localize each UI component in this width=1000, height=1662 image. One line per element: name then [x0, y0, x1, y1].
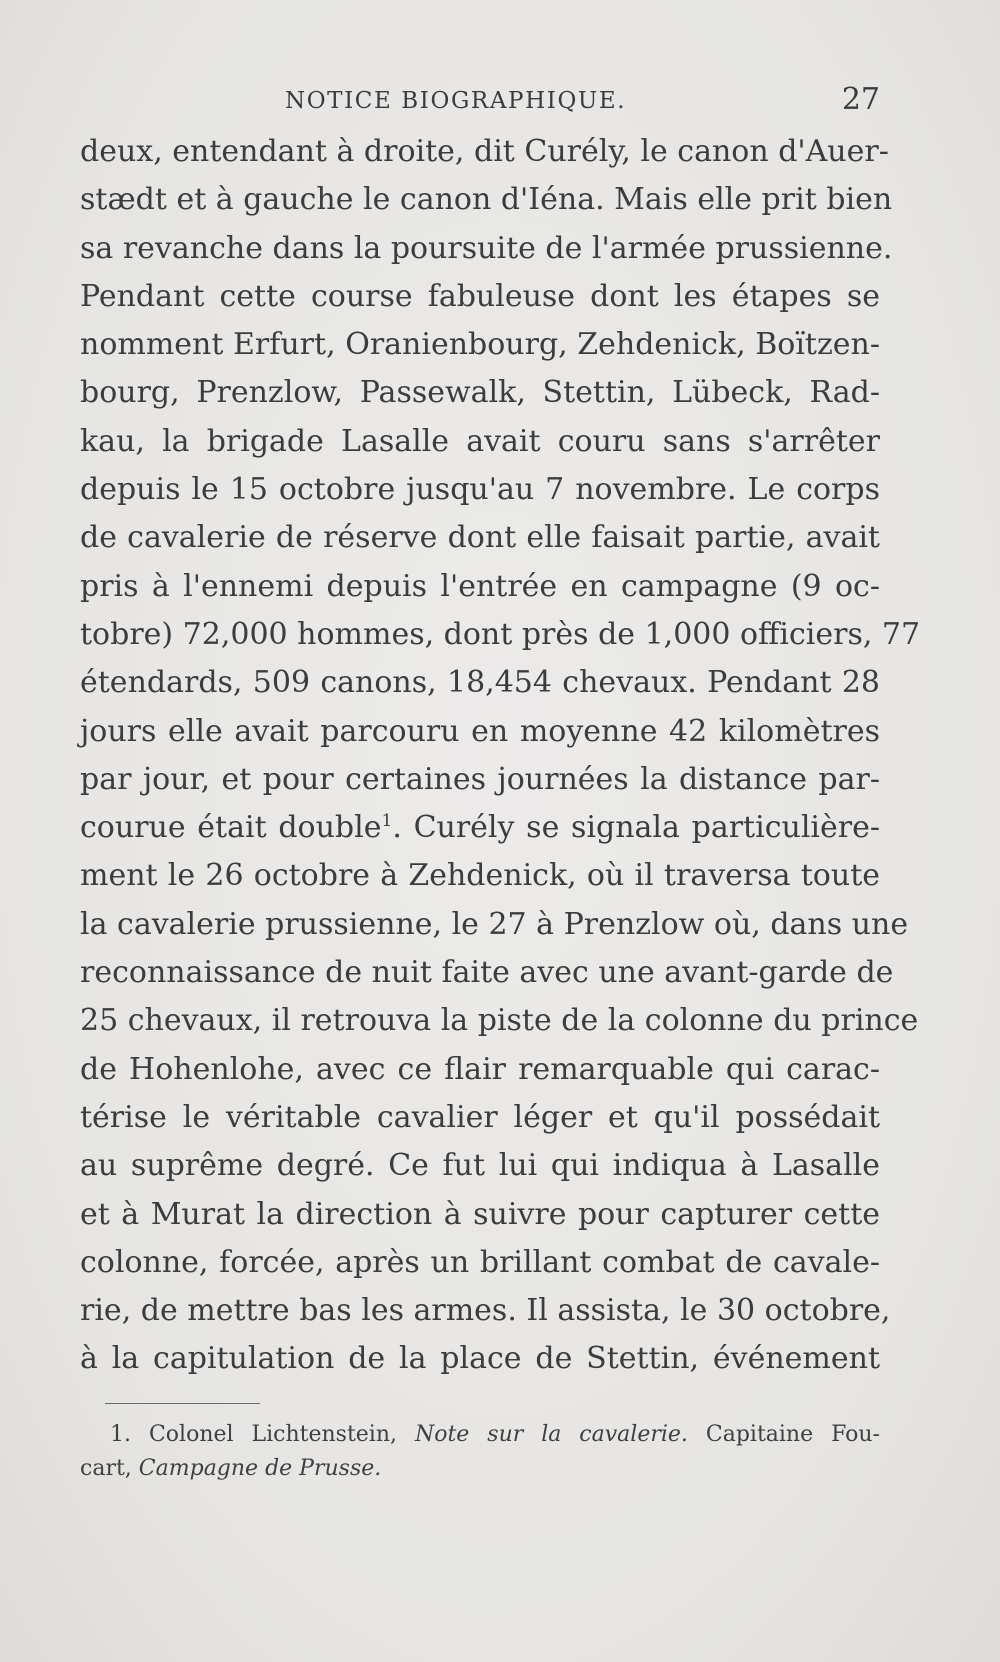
text-line: à la capitulation de la place de Stettin, événement — [80, 1341, 880, 1377]
text-line: étendards, 509 canons, 18,454 chevaux. Pendant 28 — [80, 665, 880, 701]
footnote-reference[interactable]: 1 — [381, 811, 393, 832]
text-line: pris à l'ennemi depuis l'entrée en campagne (9 oc- — [80, 568, 880, 604]
footnote-title: Campagne de Prusse. — [138, 1456, 382, 1481]
text-line: au suprême degré. Ce fut lui qui indiqua à Lasalle — [80, 1148, 880, 1184]
text-line: reconnaissance de nuit faite avec une avant-garde de — [80, 955, 894, 991]
text-line: jours elle avait parcouru en moyenne 42 kilomètres — [80, 713, 880, 749]
footnote-text: cart, — [80, 1456, 132, 1481]
text-line: deux, entendant à droite, dit Curély, le canon d'Auer- — [80, 134, 889, 169]
text-line: tobre) 72,000 hommes, dont près de 1,000 officiers, 77 — [80, 616, 921, 652]
body-text — [80, 128, 921, 1384]
text-line: bourg, Prenzlow, Passewalk, Stettin, Lübeck, Rad- — [80, 375, 880, 411]
text-line: de Hohenlohe, avec ce flair remarquable qui carac- — [80, 1051, 880, 1087]
text-line: de cavalerie de réserve dont elle faisait partie, avait — [80, 520, 880, 556]
running-head: NOTICE BIOGRAPHIQUE. — [285, 88, 627, 114]
text-line: par jour, et pour certaines journées la distance par- — [80, 761, 880, 797]
page-number: 27 — [841, 82, 880, 117]
text-line: depuis le 15 octobre jusqu'au 7 novembre. Le corps — [80, 472, 880, 508]
text-line: stædt et à gauche le canon d'Iéna. Mais elle prit bien — [80, 182, 893, 218]
text-line: la cavalerie prussienne, le 27 à Prenzlow où, dans une — [80, 906, 909, 942]
footnote-author: Colonel Lichtenstein, — [148, 1422, 398, 1447]
footnote — [80, 1418, 880, 1486]
text-line: 25 chevaux, il retrouva la piste de la colonne du prince — [80, 1003, 919, 1039]
text-line: colonne, forcée, après un brillant combat de cavale- — [80, 1244, 880, 1280]
text-line-with-note — [80, 804, 880, 852]
text-line: sa revanche dans la poursuite de l'armée prussienne. — [80, 230, 893, 266]
text-line: ment le 26 octobre à Zehdenick, où il traversa toute — [80, 858, 880, 894]
page-header — [80, 82, 880, 122]
text-line: Pendant cette course fabuleuse dont les étapes se — [80, 278, 880, 314]
text-line: rie, de mettre bas les armes. Il assista, le 30 octobre, — [80, 1293, 891, 1329]
footnote-text: Capitaine Fou- — [705, 1422, 880, 1447]
text-segment: . Curély se signala particulière- — [392, 810, 880, 846]
text-line: kau, la brigade Lasalle avait couru sans s'arrêter — [80, 423, 880, 459]
text-line: térise le véritable cavalier léger et qu'il possédait — [80, 1099, 880, 1135]
footnote-line — [80, 1418, 880, 1452]
text-line: et à Murat la direction à suivre pour capturer cette — [80, 1196, 880, 1232]
footnote-divider — [105, 1403, 260, 1404]
footnote-number: 1. — [110, 1422, 131, 1447]
footnote-line — [80, 1452, 880, 1486]
footnote-title: Note sur la cavalerie. — [414, 1422, 688, 1447]
text-segment: courue était double — [80, 810, 382, 846]
text-line: nomment Erfurt, Oranienbourg, Zehdenick, Boïtzen- — [80, 327, 880, 363]
